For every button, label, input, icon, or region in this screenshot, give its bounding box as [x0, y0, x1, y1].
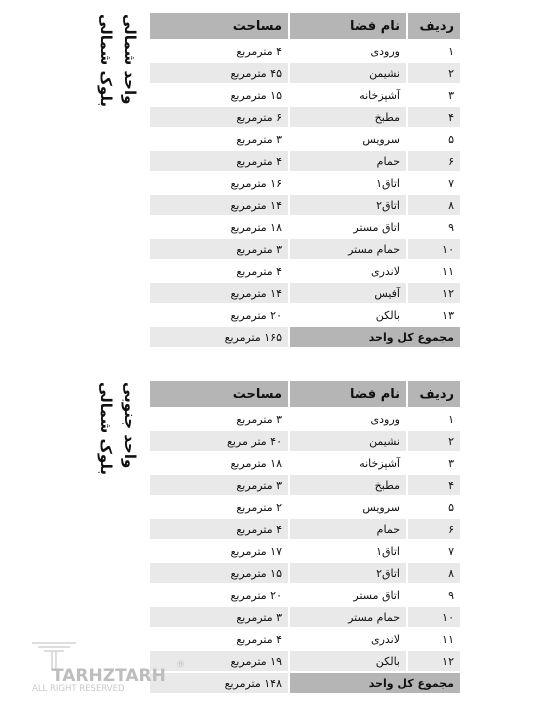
- area-value: ۴۵ مترمربع: [150, 63, 288, 83]
- row-number: ۱: [408, 409, 460, 429]
- area-value: ۳ مترمربع: [150, 239, 288, 259]
- area-value: ۴ مترمربع: [150, 151, 288, 171]
- area-table-north-unit: [148, 11, 462, 349]
- area-value: ۶ مترمربع: [150, 107, 288, 127]
- table-row: [150, 41, 460, 61]
- area-value: ۱۴ مترمربع: [150, 195, 288, 215]
- total-row: [150, 673, 460, 693]
- row-number: ۷: [408, 173, 460, 193]
- area-value: ۴۰ متر مربع: [150, 431, 288, 451]
- block-title: [96, 382, 116, 492]
- space-name: آفیس: [290, 283, 406, 303]
- row-number: ۱: [408, 41, 460, 61]
- table-row: [150, 151, 460, 171]
- row-number: ۶: [408, 151, 460, 171]
- table-row: [150, 409, 460, 429]
- table-row: [150, 85, 460, 105]
- row-number: ۵: [408, 497, 460, 517]
- table-header-row: [150, 13, 460, 39]
- table-row: [150, 607, 460, 627]
- row-number: ۸: [408, 195, 460, 215]
- table-row: [150, 129, 460, 149]
- row-number: ۱۱: [408, 629, 460, 649]
- header-area: مساحت: [150, 13, 288, 39]
- table-row: [150, 585, 460, 605]
- area-value: ۲۰ مترمربع: [150, 585, 288, 605]
- total-label: مجموع کل واحد: [290, 673, 460, 693]
- space-name: سرویس: [290, 497, 406, 517]
- area-table-south-unit: [148, 379, 462, 695]
- table-row: [150, 305, 460, 325]
- area-value: ۴ مترمربع: [150, 261, 288, 281]
- area-value: ۴ مترمربع: [150, 629, 288, 649]
- row-number: ۳: [408, 85, 460, 105]
- space-name: ورودی: [290, 41, 406, 61]
- header-space-name: نام فضا: [290, 13, 406, 39]
- table-row: [150, 453, 460, 473]
- space-name: اتاق مستر: [290, 217, 406, 237]
- area-value: ۳ مترمربع: [150, 409, 288, 429]
- row-number: ۹: [408, 217, 460, 237]
- block-subtitle: [120, 382, 140, 492]
- row-number: ۲: [408, 63, 460, 83]
- area-value: ۱۶ مترمربع: [150, 173, 288, 193]
- table-row: [150, 629, 460, 649]
- area-value: ۳ مترمربع: [150, 129, 288, 149]
- total-value: ۱۶۵ مترمربع: [150, 327, 288, 347]
- row-number: ۱۰: [408, 239, 460, 259]
- area-value: ۱۷ مترمربع: [150, 541, 288, 561]
- table-row: [150, 173, 460, 193]
- space-name: بالکن: [290, 651, 406, 671]
- logo-registered-mark: ®: [176, 660, 185, 670]
- space-name: مطبخ: [290, 107, 406, 127]
- area-value: ۲۰ مترمربع: [150, 305, 288, 325]
- area-value: ۲ مترمربع: [150, 497, 288, 517]
- header-space-name: نام فضا: [290, 381, 406, 407]
- total-label: مجموع کل واحد: [290, 327, 460, 347]
- space-name: ورودی: [290, 409, 406, 429]
- table-row: [150, 217, 460, 237]
- table-row: [150, 651, 460, 671]
- table-row: [150, 261, 460, 281]
- table-header-row: [150, 381, 460, 407]
- area-value: ۴ مترمربع: [150, 41, 288, 61]
- tarhztarh-logo: [30, 641, 185, 694]
- table-row: [150, 475, 460, 495]
- total-row: [150, 327, 460, 347]
- row-number: ۴: [408, 107, 460, 127]
- area-value: ۱۵ مترمربع: [150, 85, 288, 105]
- area-value: ۳ مترمربع: [150, 475, 288, 495]
- row-number: ۱۲: [408, 651, 460, 671]
- table-row: [150, 283, 460, 303]
- table-row: [150, 497, 460, 517]
- space-name: لاندری: [290, 261, 406, 281]
- row-number: ۹: [408, 585, 460, 605]
- space-name: بالکن: [290, 305, 406, 325]
- block-title-line2: واحد جنوبی: [121, 382, 139, 469]
- space-name: حمام مستر: [290, 607, 406, 627]
- area-value: ۱۸ مترمربع: [150, 453, 288, 473]
- space-name: آشپزخانه: [290, 453, 406, 473]
- block-title-line1: بلوک شمالی: [97, 14, 115, 107]
- space-name: نشیمن: [290, 63, 406, 83]
- space-name: اتاق۱: [290, 541, 406, 561]
- area-value: ۴ مترمربع: [150, 519, 288, 539]
- space-name: اتاق۲: [290, 563, 406, 583]
- logo-brand: TARHZTARH: [52, 666, 166, 686]
- block-title-line1: بلوک شمالی: [97, 382, 115, 475]
- block-title: [96, 14, 116, 124]
- space-name: اتاق۱: [290, 173, 406, 193]
- total-value: ۱۴۸ مترمربع: [150, 673, 288, 693]
- row-number: ۵: [408, 129, 460, 149]
- space-name: حمام: [290, 519, 406, 539]
- row-number: ۸: [408, 563, 460, 583]
- space-name: مطبخ: [290, 475, 406, 495]
- area-value: ۱۹ مترمربع: [150, 651, 288, 671]
- space-name: اتاق۲: [290, 195, 406, 215]
- row-number: ۱۱: [408, 261, 460, 281]
- row-number: ۴: [408, 475, 460, 495]
- block-title-line2: واحد شمالی: [121, 14, 139, 105]
- row-number: ۲: [408, 431, 460, 451]
- header-row-no: ردیف: [408, 13, 460, 39]
- row-number: ۱۲: [408, 283, 460, 303]
- table-row: [150, 195, 460, 215]
- logo-tagline: ALL RIGHT RESERVED: [32, 684, 125, 694]
- space-name: لاندری: [290, 629, 406, 649]
- area-value: ۱۴ مترمربع: [150, 283, 288, 303]
- table-row: [150, 563, 460, 583]
- row-number: ۱۰: [408, 607, 460, 627]
- header-area: مساحت: [150, 381, 288, 407]
- table-row: [150, 519, 460, 539]
- area-value: ۳ مترمربع: [150, 607, 288, 627]
- row-number: ۷: [408, 541, 460, 561]
- table-row: [150, 107, 460, 127]
- space-name: سرویس: [290, 129, 406, 149]
- space-name: اتاق مستر: [290, 585, 406, 605]
- space-name: آشپزخانه: [290, 85, 406, 105]
- area-value: ۱۵ مترمربع: [150, 563, 288, 583]
- table-row: [150, 541, 460, 561]
- block-subtitle: [120, 14, 140, 124]
- space-name: نشیمن: [290, 431, 406, 451]
- table-row: [150, 431, 460, 451]
- table-row: [150, 239, 460, 259]
- table-row: [150, 63, 460, 83]
- space-name: حمام مستر: [290, 239, 406, 259]
- space-name: حمام: [290, 151, 406, 171]
- area-value: ۱۸ مترمربع: [150, 217, 288, 237]
- row-number: ۳: [408, 453, 460, 473]
- row-number: ۶: [408, 519, 460, 539]
- row-number: ۱۳: [408, 305, 460, 325]
- header-row-no: ردیف: [408, 381, 460, 407]
